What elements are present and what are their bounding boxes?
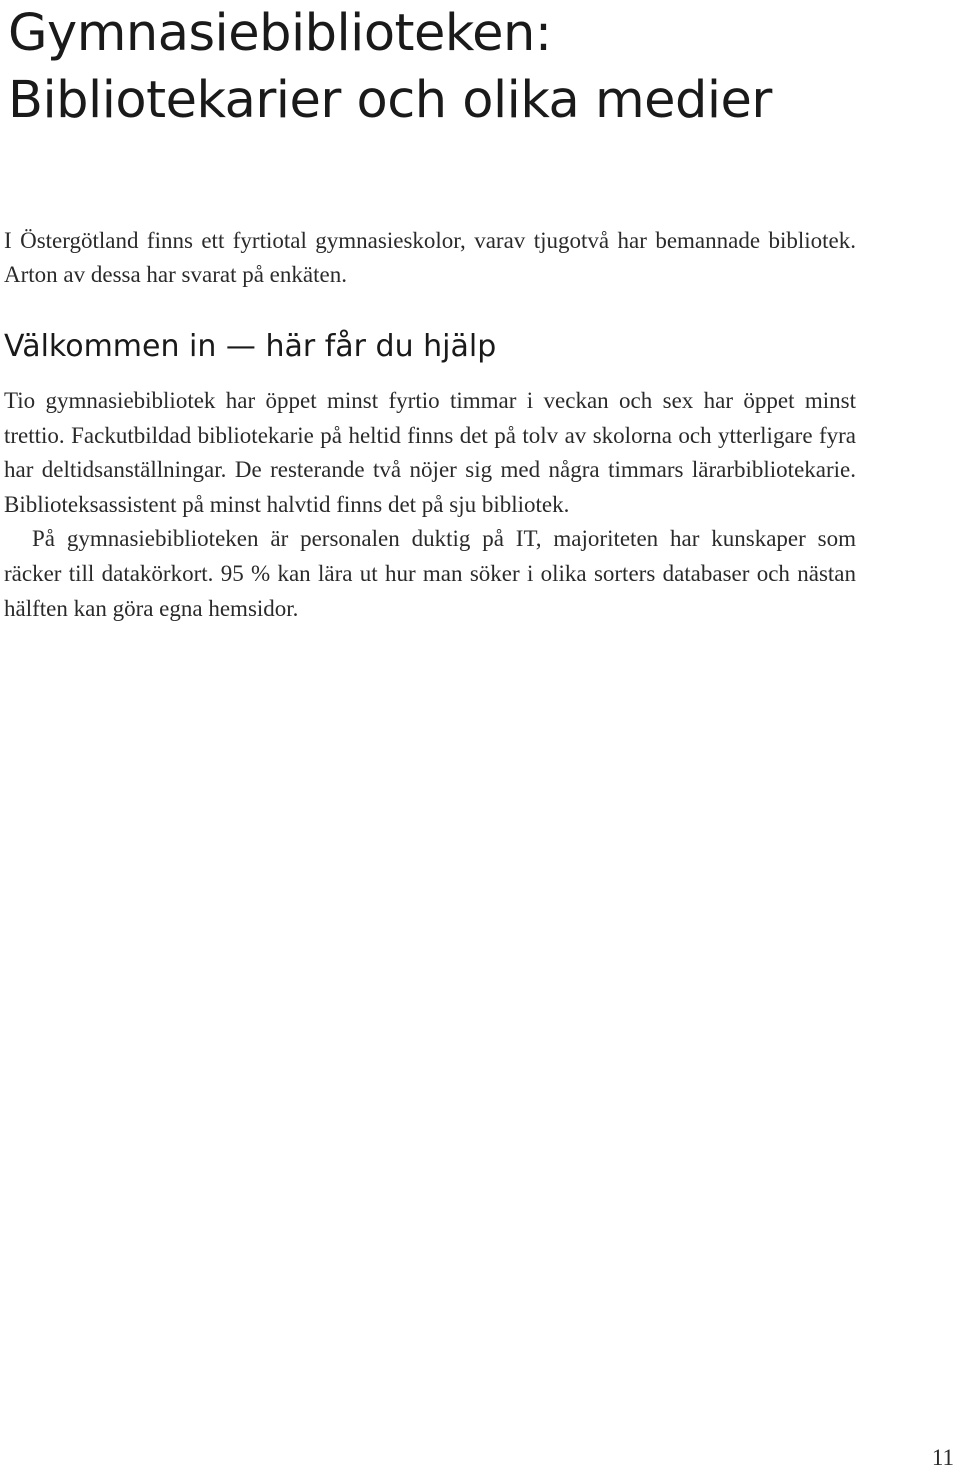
section-heading: Välkommen in — här får du hjälp	[4, 329, 497, 364]
page-title-line-1: Gymnasiebiblioteken:	[8, 4, 552, 63]
page-number: 11	[931, 1445, 954, 1470]
body-paragraph-2: På gymnasiebiblioteken är personalen duktig på IT, majoriteten har kunskaper som räcker till datakörkort. 95 % kan lära ut hur man söker i olika sorters databaser och nästan hälften kan göra egna hemsidor.	[4, 526, 856, 621]
body-paragraph-1: Tio gymnasiebibliotek har öppet minst fyrtio timmar i veckan och sex har öppet minst trettio. Fackutbildad bibliotekarie på heltid finns det på tolv av skolorna och ytterligare fyra har deltidsanställningar. De resterande två nöjer sig med några timmars lärarbibliotekarie. Biblioteksassistent på minst halvtid finns det på sju bibliotek.	[4, 388, 856, 517]
page-title	[8, 0, 948, 134]
page-title-line-2: Bibliotekarier och olika medier	[8, 71, 772, 130]
intro-paragraph: I Östergötland finns ett fyrtiotal gymnasieskolor, varav tjugotvå har bemannade bibliotek. Arton av dessa har svarat på enkäten.	[4, 228, 856, 287]
section-body	[4, 384, 856, 626]
